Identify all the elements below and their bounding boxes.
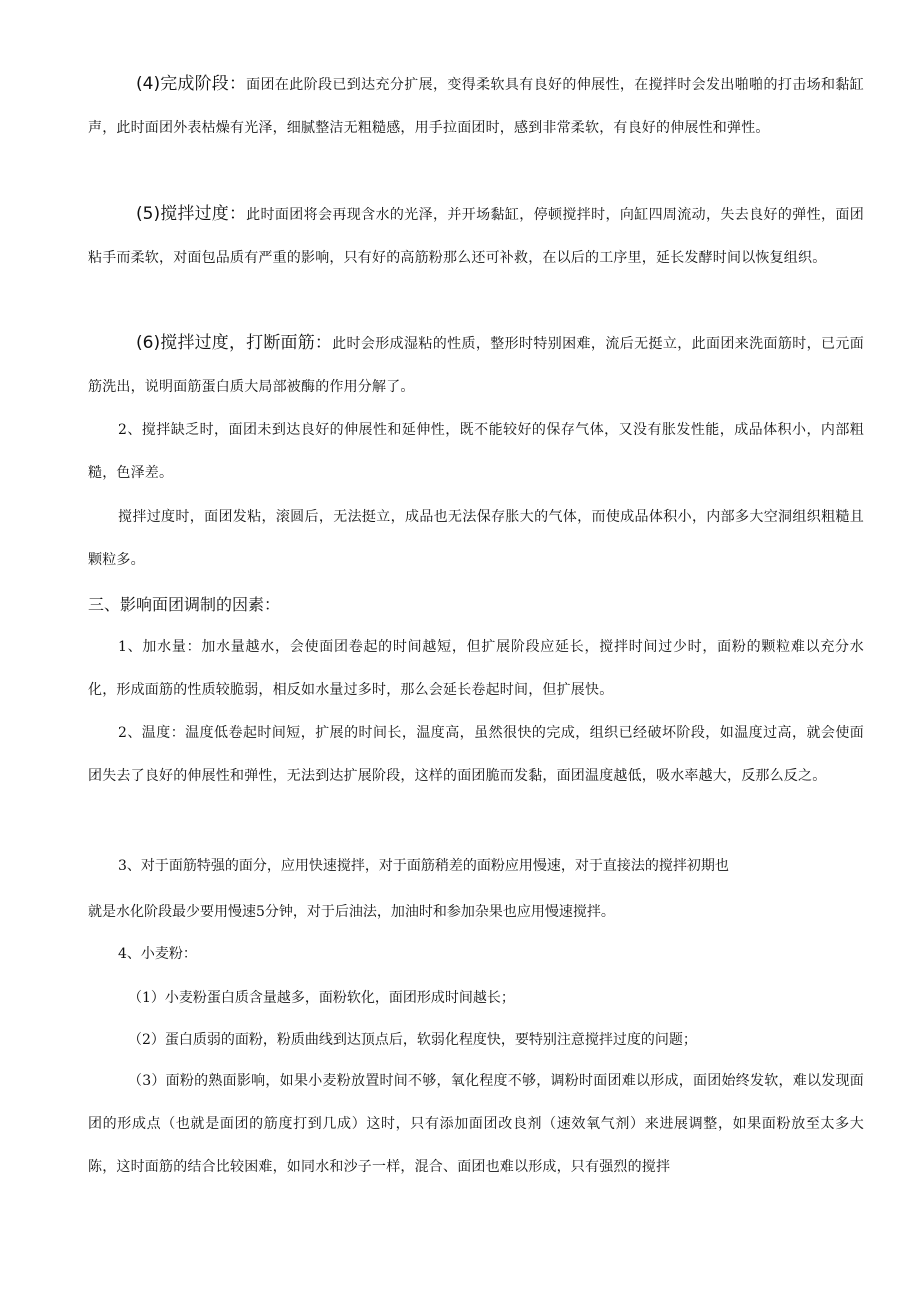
stage-5-heading: (5)搅拌过度： xyxy=(136,204,247,224)
paragraph-stage-6 xyxy=(88,322,864,409)
paragraph-factor-water: 1、加水量：加水量越水，会使面团卷起的时间越短，但扩展阶段应延长，搅拌时间过少时，面粉的颗粒难以充分水化，形成面筋的性质较脆弱，相反如水量过多时，那么会延长卷起时间，但扩展快。 xyxy=(88,639,864,698)
factor-flour-title: 4、小麦粉： xyxy=(118,946,197,962)
paragraph-factor-speed-line-2: 就是水化阶段最少要用慢速5分钟，对于后油法，加油时和参加杂果也应用慢速搅拌。 xyxy=(88,904,615,920)
stage-5-text: 此时面团将会再现含水的光泽，并开场黏缸，停顿搅拌时，向缸四周流动，失去良好的弹性，面团粘手而柔软，对面包品质有严重的影响，只有好的高筋粉那么还可补救，在以后的工序里，延长发酵时间以恢复组织。 xyxy=(88,207,864,266)
paragraph-factor-temperature: 2、温度：温度低卷起时间短，扩展的时间长，温度高，虽然很快的完成，组织已经破坏阶段，如温度过高，就会使面团失去了良好的伸展性和弹性，无法到达扩展阶段，这样的面团脆而发黏，面团温度越低，吸水率越大，反那么反之。 xyxy=(88,725,864,784)
paragraph-factor-speed-line-1: 3、对于面筋特强的面分，应用快速搅拌，对于面筋稍差的面粉应用慢速，对于直接法的搅拌初期也 xyxy=(118,858,729,874)
stage-4-text: 面团在此阶段已到达充分扩展，变得柔软具有良好的伸展性，在搅拌时会发出啪啪的打击场和黏缸声，此时面团外表枯燥有光泽，细腻整洁无粗糙感，用手拉面团时，感到非常柔软，有良好的伸展性和弹性。 xyxy=(88,77,864,136)
paragraph-over-mixing: 搅拌过度时，面团发粘，滚圆后，无法挺立，成品也无法保存胀大的气体，而使成品体积小，内部多大空洞组织粗糙且颗粒多。 xyxy=(88,509,864,568)
factor-flour-item-1: （1）小麦粉蛋白质含量越多，面粉软化，面团形成时间越长； xyxy=(128,990,515,1006)
factor-flour-item-3: （3）面粉的熟面影响，如果小麦粉放置时间不够，氧化程度不够，调粉时面团难以形成，面团始终发软，难以发现面团的形成点（也就是面团的筋度打到几成）这时，只有添加面团改良剂（速效氧气剂）来进展调整，如果面粉放至太多大陈，这时面筋的结合比较困难，如同水和沙子一样，混合、面团也难以形成，只有强烈的搅拌 xyxy=(88,1073,864,1175)
paragraph-stage-5 xyxy=(88,193,864,280)
factor-flour-item-2: （2）蛋白质弱的面粉，粉质曲线到达顶点后，软弱化程度快，要特别注意搅拌过度的问题； xyxy=(128,1032,697,1048)
stage-6-heading: (6)搅拌过度，打断面筋： xyxy=(136,333,333,353)
paragraph-insufficient-mixing: 2、搅拌缺乏时，面团未到达良好的伸展性和延伸性，既不能较好的保存气体，又没有胀发性能，成品体积小，内部粗糙，色泽差。 xyxy=(88,422,864,481)
paragraph-stage-4 xyxy=(88,63,864,150)
stage-6-text: 此时会形成湿粘的性质，整形时特别困难，流后无挺立，此面团来洗面筋时，已元面筋洗出，说明面筋蛋白质大局部被酶的作用分解了。 xyxy=(88,336,864,395)
stage-4-heading: (4)完成阶段： xyxy=(136,74,247,94)
section-3-title: 三、影响面团调制的因素： xyxy=(88,595,281,614)
